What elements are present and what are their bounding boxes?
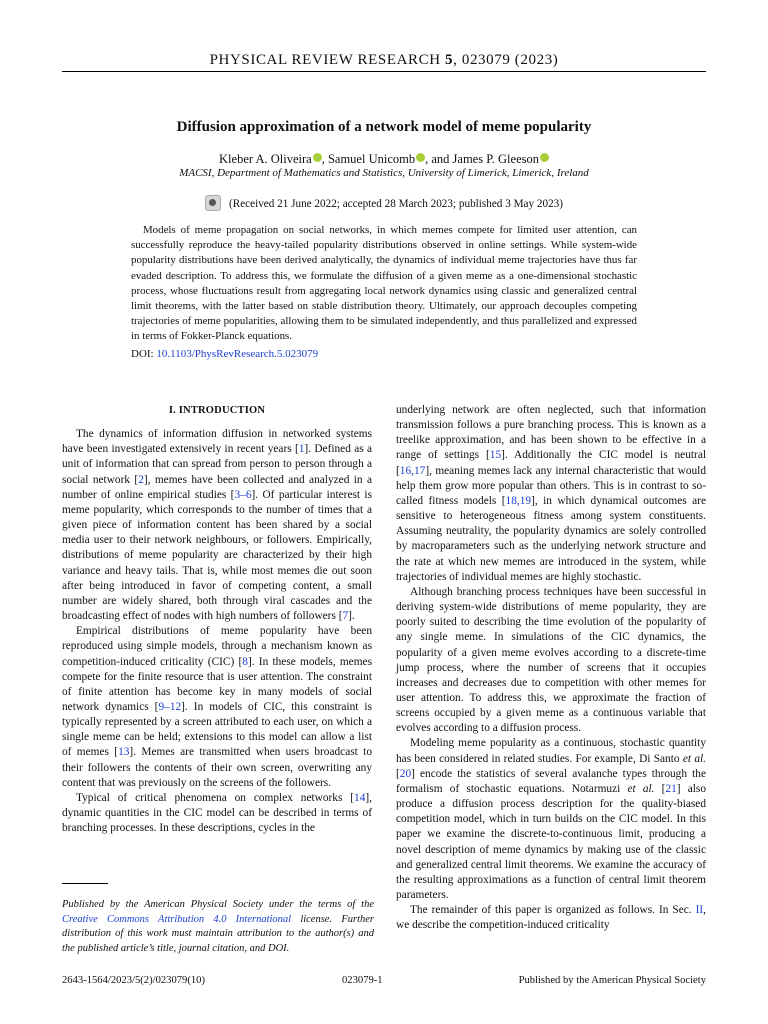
citation-link[interactable]: 3–6 — [234, 488, 252, 501]
paragraph-text: , we describe the competition-induced criticality — [396, 904, 706, 932]
citation-link[interactable]: 18,19 — [505, 494, 532, 507]
paragraph-text: ] also produce a diffusion process description for the quality-biased competition model, which in turn builds on the CIC model. In this paper we examine the discrete-to-continuous limit, producing a novel description of meme dynamics by making use of the classic and generalized central limit theorems. We examine the accuracy of the resulting approximations as a function of central limit theorem parameters. — [396, 782, 706, 901]
citation-link[interactable]: II — [695, 904, 704, 917]
paragraph-text: ]. In these models, memes compete for the finite resource that is user attention. The constraint of finite attention has become key in many models of social network dynamics [ — [62, 655, 372, 713]
journal-name: PHYSICAL REVIEW RESEARCH — [209, 52, 441, 68]
paragraph-text: [ — [654, 782, 666, 795]
body-paragraph — [396, 903, 706, 933]
footer-issn: 2643-1564/2023/5(2)/023079(10) — [62, 975, 206, 986]
paragraph-text: ], dynamic quantities in the CIC model can be described in terms of branching processes. In these descriptions, cycles in the — [62, 791, 372, 835]
citation-link[interactable]: 21 — [665, 782, 677, 795]
paragraph-text: Typical of critical phenomena on complex networks [ — [76, 791, 355, 804]
paragraph-text: Modeling meme popularity as a continuous, stochastic quantity has been considered in related studies. For example, Di Santo — [396, 737, 706, 765]
journal-header — [62, 52, 706, 69]
affiliation: MACSI, Department of Mathematics and Statistics, University of Limerick, Limerick, Ireland — [179, 167, 589, 179]
left-column-body — [62, 427, 372, 836]
paragraph-text: underlying network are often neglected, such that information transmission follows a pure branching process. This is known as a treelike approximation, and has been shown to be effective in a range of settings [ — [396, 404, 706, 462]
paragraph-text: ] encode the statistics of several avalanche types through the formalism of stochastic equations. Notarmuzi — [396, 767, 706, 795]
citation-link[interactable]: 8 — [242, 655, 248, 668]
paragraph-text: ]. Defined as a unit of information that can spread from person to person through a social network [ — [62, 443, 372, 486]
citation-link[interactable]: 14 — [354, 791, 366, 804]
header-rule — [62, 71, 706, 72]
orcid-icon[interactable] — [313, 153, 322, 162]
footer-page-number: 023079-1 — [342, 975, 383, 986]
paragraph-text: Although branching process techniques have been successful in deriving system-wide distributions of meme popularity, they are poorly suited to describing the time evolution of the popularity of any single meme. In simulations of the CIC dynamics, the popularity of a given meme evolves according to a discrete-time jump process, where the number of screens that it occupies increases and decreases due to competition with other memes for user attention. To address this, we approximate the fraction of screens occupied by a given meme as a continuous variable that evolves according to a diffusion process. — [396, 585, 706, 735]
paper-title: Diffusion approximation of a network model of meme popularity — [176, 119, 592, 135]
author-separator: , — [321, 152, 328, 166]
paragraph-text: ]. Memes are transmitted when users broadcast to their followers the contents of their own screen, overwriting any content that was previously on the screens of the followers. — [62, 746, 372, 789]
author-name: Samuel Unicomb — [327, 152, 416, 166]
footnote-text: Published by the American Physical Society under the terms of the — [62, 899, 374, 910]
paragraph-text: ], meaning memes lack any internal characteristic that would help them grow more popular than others. This is in contrast to so-called fitness models [ — [396, 464, 706, 507]
footer-publisher: Published by the American Physical Society — [518, 975, 706, 986]
paragraph-text: The remainder of this paper is organized as follows. In Sec. — [410, 904, 696, 917]
publication-history — [62, 195, 706, 211]
body-paragraph — [62, 791, 372, 836]
left-column — [62, 403, 372, 836]
emphasis-text: et al. — [682, 752, 707, 765]
emphasis-text: et al. — [627, 782, 655, 795]
orcid-icon[interactable] — [416, 153, 425, 162]
author-separator: , and — [425, 152, 453, 166]
paragraph-text: [ — [396, 767, 400, 780]
abstract: Models of meme propagation on social networks, in which memes compete for limited user attention, can successfully reproduce the heavy-tailed popularity distributions observed in online settings. While system-wide popularity distributions have been derived analytically, the dynamics of individual meme trajectories have thus far evaded description. To address this, we formulate the diffusion of a given meme as a one-dimensional stochastic process, whose fluctuations result from aggregating local network dynamics using classic and generalized central limit theorems, with the latter based on stable distribution theory. Ultimately, our approach decouples competing trajectories of meme popularities, allowing them to be simulated independently, and thus parallelized and expressed in terms of Fokker-Planck equations. — [131, 224, 637, 343]
paragraph-text: ], memes have been collected and analyzed in a number of online empirical studies [ — [62, 473, 372, 501]
paragraph-text: ]. In models of CIC, this constraint is typically represented by a screen attributed to each user, on which a single meme can be held; extensions to this model can allow a list of memes [ — [62, 700, 372, 759]
received-dates: (Received 21 June 2022; accepted 28 March 2023; published 3 May 2023) — [229, 198, 563, 210]
body-paragraph — [62, 427, 372, 624]
author-name: Kleber A. Oliveira — [219, 152, 312, 166]
author-list — [62, 152, 706, 167]
citation-link[interactable]: 2 — [138, 473, 144, 486]
footnote-text: license. Further distribution of this work must maintain attribution to the author(s) and the published article’s title, journal citation, and DOI. — [62, 913, 374, 954]
author-name: James P. Gleeson — [452, 152, 539, 166]
right-column-body — [396, 403, 706, 933]
footnote-rule — [62, 883, 108, 884]
citation-link[interactable]: 13 — [118, 746, 130, 759]
journal-volume: 5 — [445, 52, 454, 68]
license-footnote — [62, 898, 374, 956]
journal-article-number: , 023079 (2023) — [453, 52, 559, 68]
check-for-updates-icon[interactable] — [205, 195, 221, 211]
body-paragraph — [62, 624, 372, 791]
body-paragraph — [396, 403, 706, 585]
body-paragraph — [396, 585, 706, 737]
paragraph-text: ], in which dynamical outcomes are sensitive to heterogeneous fitness among system constituents. Assuming neutrality, the popularity dynamics are solely controlled by macroparameters such as the underlying network structure and the rate at which new memes are introduced in the system, while trajectories of individual memes are highly stochastic. — [396, 494, 706, 583]
citation-link[interactable]: 7 — [342, 610, 349, 623]
citation-link[interactable]: 16,17 — [399, 464, 426, 477]
paragraph-text: The dynamics of information diffusion in networked systems have been investigated extensively in recent years [ — [62, 428, 372, 456]
doi-link[interactable]: 10.1103/PhysRevResearch.5.023079 — [156, 348, 319, 360]
paragraph-text: Empirical distributions of meme popularity have been reproduced using simple models, through a mechanism known as competition-induced criticality (CIC) [ — [62, 625, 372, 668]
section-heading: I. INTRODUCTION — [168, 405, 266, 416]
orcid-icon[interactable] — [540, 153, 549, 162]
citation-link[interactable]: 9–12 — [158, 700, 182, 713]
citation-link[interactable]: 1 — [298, 443, 305, 456]
paragraph-text: ]. Of particular interest is meme popularity, which corresponds to the number of times that a given piece of information content has been shared by a social media user to their network neighbours, or followers. Empirically, distributions of meme popularity are characterized by their high variance and heavy tails. That is, while most memes die out soon after being introduced in favor of competing content, a small number are widely shared, both through viral cascades and the broadcasting effect of nodes with high numbers of followers [ — [62, 488, 372, 623]
body-paragraph — [396, 736, 706, 903]
doi-line — [131, 348, 637, 360]
doi-label: DOI: — [131, 348, 157, 360]
citation-link[interactable]: 20 — [399, 767, 412, 780]
license-link[interactable]: Creative Commons Attribution 4.0 International — [62, 913, 292, 925]
right-column — [396, 403, 706, 933]
citation-link[interactable]: 15 — [489, 449, 502, 462]
paragraph-text: ]. — [348, 610, 355, 623]
paragraph-text: ]. Additionally the CIC model is neutral [ — [396, 449, 707, 477]
